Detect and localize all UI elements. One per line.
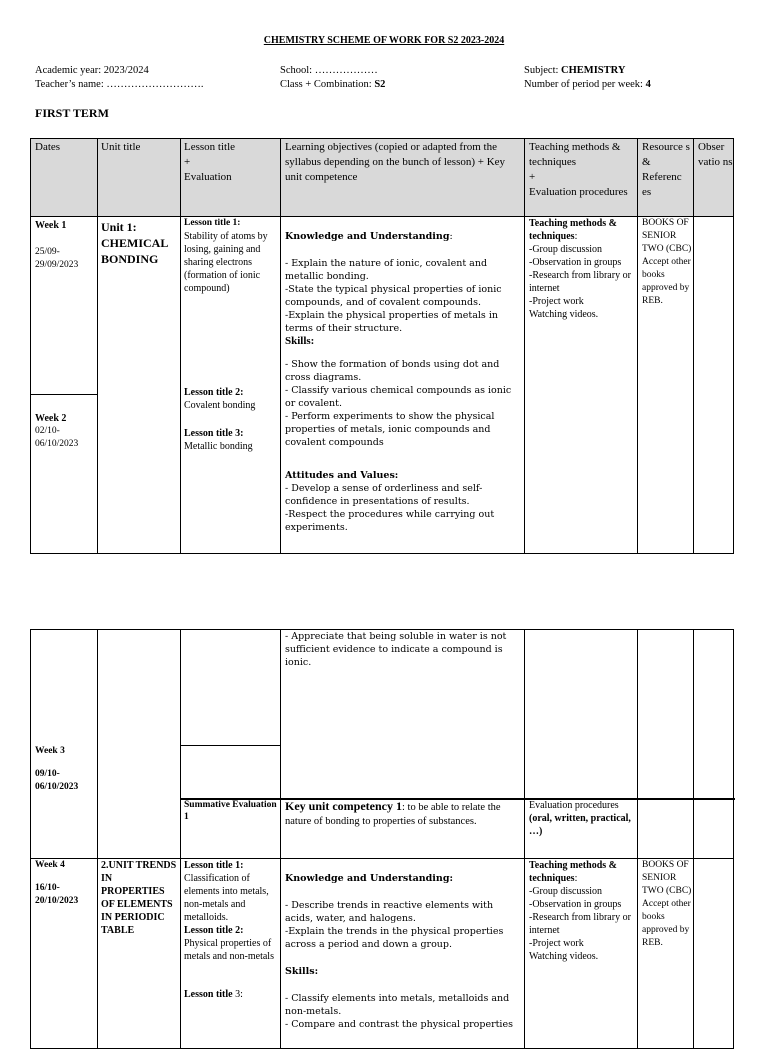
key-unit-competency: Key unit competency 1: to be able to relate the nature of bonding to properties of substances. <box>285 799 501 827</box>
header-observations: Obser vatio ns <box>698 141 733 168</box>
subject: Subject: CHEMISTRY <box>524 65 626 76</box>
resources-1: BOOKS OF SENIOR TWO (CBC) Accept other books approved by REB. <box>642 218 692 306</box>
academic-year: Academic year: 2023/2024 <box>35 65 149 76</box>
resources-2: BOOKS OF SENIOR TWO (CBC) Accept other books approved by REB. <box>642 860 692 948</box>
header-objectives: Learning objectives (copied or adapted from the syllabus depending on the bunch of lesson) + Key unit competence <box>285 141 506 183</box>
lesson-1: Lesson title 1: Stability of atoms by losing, gaining and sharing electrons (formation of ionic compound) <box>184 218 268 294</box>
lesson-2: Lesson title 2: Covalent bonding <box>184 387 256 411</box>
header-lesson-title: Lesson title + Evaluation <box>184 141 236 183</box>
class-combination: Class + Combination: S2 <box>280 79 386 90</box>
school: School: ……………… <box>280 65 378 76</box>
meta-left <box>35 64 204 92</box>
methods-2: Teaching methods & techniques: -Group discussion -Observation in groups -Research from library or internet -Project work Watching videos. <box>529 860 631 962</box>
week-3-cell: Week 3 09/10-06/10/2023 <box>35 746 79 792</box>
objectives-1: Knowledge and Understanding: - Explain the nature of ionic, covalent and metallic bonding. -State the typical physical properties of ionic compounds, and of covalent compounds. -Explain the physical properties of metals in terms of their structure. Skills: - Show the formation of bonds using dot and cross diagrams. - Classify various chemical compounds as ionic or covalent. - Perform experiments to show the physical properties of metals, ionic compounds and covalent compounds Attitudes and Values: - Develop a sense of orderliness and self-confidence in presentations of results. -Respect the procedures while carrying out experiments. <box>285 231 512 533</box>
unit-1-title: Unit 1: CHEMICAL BONDING <box>101 220 168 266</box>
term-heading: FIRST TERM <box>35 106 109 120</box>
teacher-name: Teacher’s name: ………………………. <box>35 79 204 90</box>
header-methods: Teaching methods & techniques + Evaluation procedures <box>529 141 628 198</box>
summative-evaluation: Summative Evaluation 1 <box>184 800 277 822</box>
document-title: CHEMISTRY SCHEME OF WORK FOR S2 2023-2024 <box>263 35 505 46</box>
lesson-3: Lesson title 3: Metallic bonding <box>184 428 253 452</box>
evaluation-procedures: Evaluation procedures (oral, written, practical, …) <box>529 800 631 837</box>
scheme-table-1 <box>30 138 734 554</box>
meta-right <box>524 64 651 92</box>
week-4-cell: Week 4 16/10-20/10/2023 <box>35 860 79 906</box>
meta-middle <box>280 64 385 92</box>
unit-2-lessons: Lesson title 1: Classification of elements into metals, non-metals and metalloids. Lesson title 2: Physical properties of metals and non-metals Lesson title 3: <box>184 860 274 1000</box>
appreciate-objective: - Appreciate that being soluble in water is not sufficient evidence to indicate a compound is ionic. <box>285 631 507 668</box>
periods-per-week: Number of period per week: 4 <box>524 79 651 90</box>
unit-2-title: 2.UNIT TRENDS IN PROPERTIES OF ELEMENTS IN PERIODIC TABLE <box>101 860 177 936</box>
objectives-2: Knowledge and Understanding: - Describe trends in reactive elements with acids, water, and halogens. -Explain the trends in the physical properties across a period and down a group. Skills: - Classify elements into metals, metalloids and non-metals. - Compare and contrast the physical properties <box>285 873 513 1030</box>
week-1-cell: Week 1 25/09-29/09/2023 <box>35 220 79 270</box>
header-unit-title: Unit title <box>101 141 141 153</box>
methods-1: Teaching methods & techniques: -Group discussion -Observation in groups -Research from library or internet -Project work Watching videos. <box>529 218 631 320</box>
scheme-table-2 <box>30 629 734 1049</box>
header-resources: Resource s & Referenc es <box>642 141 690 198</box>
header-dates: Dates <box>35 141 61 153</box>
week-2-cell: Week 2 02/10-06/10/2023 <box>35 413 79 449</box>
